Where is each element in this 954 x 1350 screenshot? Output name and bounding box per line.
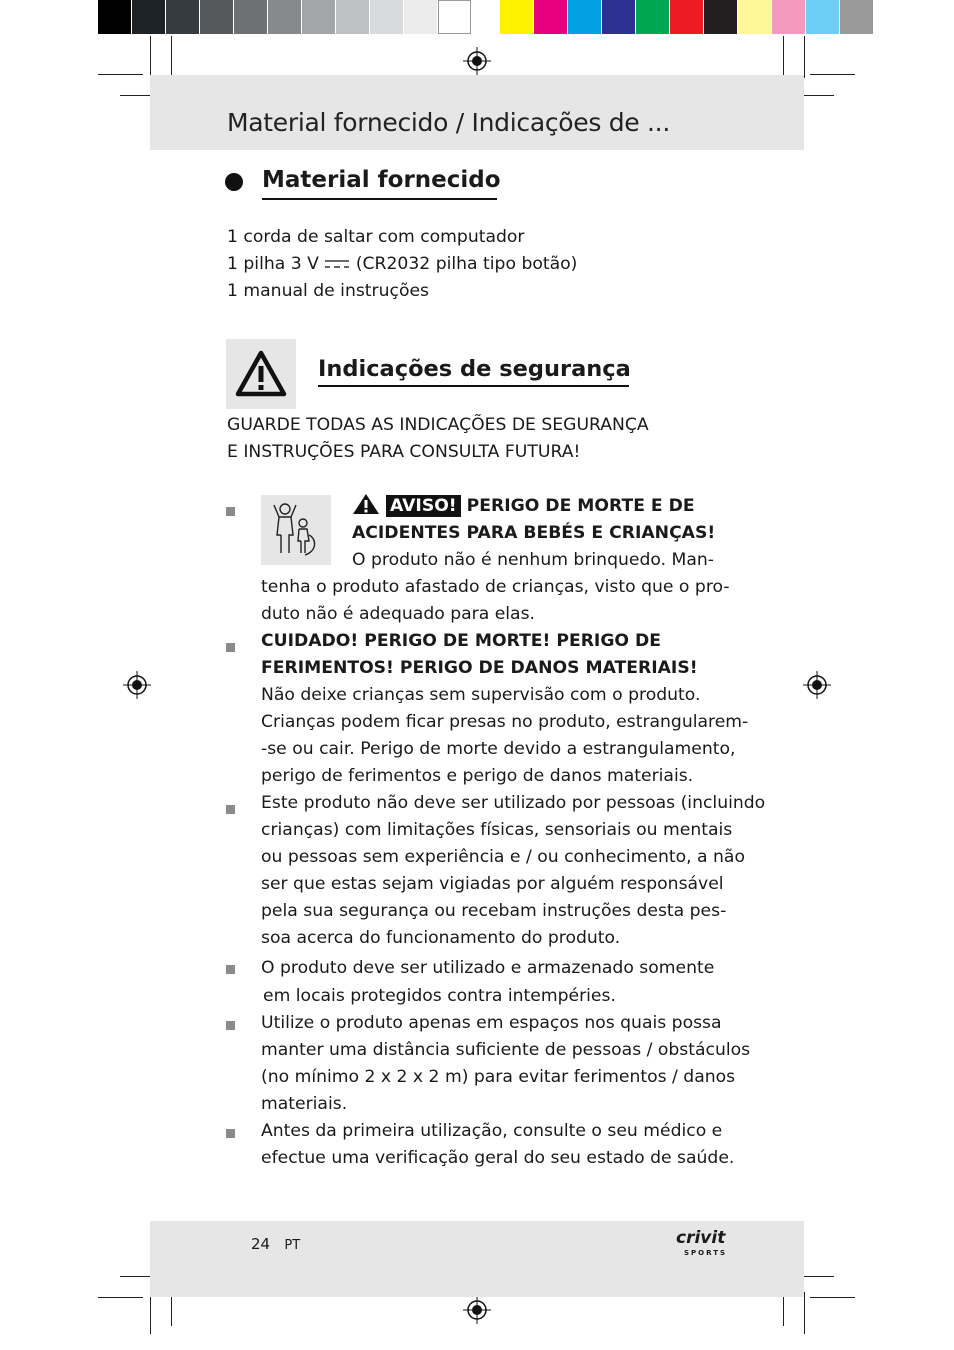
brand-logo: crivit	[676, 1228, 726, 1248]
bullet-line: pela sua segurança ou recebam instruções desta pes-	[261, 901, 727, 921]
bullet-line: Este produto não deve ser utilizado por pessoas (incluindo	[261, 793, 766, 813]
bullet-square-icon	[226, 965, 235, 974]
section-bullet-icon	[225, 173, 243, 191]
warning-heading-text: PERIGO DE MORTE E DE	[466, 496, 695, 516]
color-swatch	[840, 0, 873, 34]
page-number	[251, 1235, 300, 1253]
page-number-value: 24	[251, 1235, 271, 1253]
brand-logo-sub: SPORTS	[684, 1249, 728, 1257]
crop-mark	[810, 1297, 855, 1298]
color-swatch	[438, 0, 471, 34]
bullet-line: (no mínimo 2 x 2 x 2 m) para evitar ferimentos / danos	[261, 1067, 736, 1087]
warning-line: O produto não é nenhum brinquedo. Man-	[352, 550, 714, 570]
color-swatch	[234, 0, 267, 34]
warning-line: duto não é adequado para elas.	[261, 604, 536, 624]
bullet-line: ser que estas sejam vigiadas por alguém responsável	[261, 874, 724, 894]
crop-mark	[150, 36, 151, 78]
warning-triangle-icon	[352, 493, 380, 515]
registration-mark-icon	[803, 671, 831, 699]
registration-mark-icon	[463, 1296, 491, 1324]
warning-heading-text: ACIDENTES PARA BEBÉS E CRIANÇAS!	[352, 523, 716, 543]
bullet-line: efectue uma verificação geral do seu estado de saúde.	[261, 1148, 735, 1168]
safety-intro-line: GUARDE TODAS AS INDICAÇÕES DE SEGURANÇA	[227, 415, 649, 435]
bullet-square-icon	[226, 507, 235, 516]
crop-mark	[98, 74, 143, 75]
color-swatch	[738, 0, 771, 34]
color-swatch	[302, 0, 335, 34]
warning-line: tenha o produto afastado de crianças, visto que o pro-	[261, 577, 730, 597]
section-title-underline	[318, 385, 629, 387]
color-swatch	[98, 0, 131, 34]
bullet-line: Não deixe crianças sem supervisão com o produto.	[261, 685, 701, 705]
registration-mark-icon	[123, 671, 151, 699]
bullet-line: perigo de ferimentos e perigo de danos materiais.	[261, 766, 694, 786]
color-swatch	[534, 0, 567, 34]
section-title-material: Material fornecido	[262, 167, 501, 193]
section-title-safety: Indicações de segurança	[318, 356, 631, 382]
warning-heading	[352, 493, 695, 520]
color-swatch	[568, 0, 601, 34]
color-swatch	[370, 0, 403, 34]
bullet-line: -se ou cair. Perigo de morte devido a estrangulamento,	[261, 739, 736, 759]
bullet-square-icon	[226, 1021, 235, 1030]
color-swatch	[404, 0, 437, 34]
bullet-heading: FERIMENTOS! PERIGO DE DANOS MATERIAIS!	[261, 658, 698, 678]
bullet-line: manter uma distância suficiente de pessoas / obstáculos	[261, 1040, 751, 1060]
bullet-line: materiais.	[261, 1094, 348, 1114]
bullet-line: O produto deve ser utilizado e armazenado somente	[261, 958, 715, 978]
warning-icon-box	[226, 339, 296, 409]
list-item	[227, 251, 577, 278]
bullet-line: Antes da primeira utilização, consulte o seu médico e	[261, 1121, 723, 1141]
crop-mark	[783, 1292, 784, 1326]
crop-mark	[783, 36, 784, 78]
section-title-underline	[262, 198, 497, 200]
list-item: 1 manual de instruções	[227, 281, 429, 301]
bullet-line: em locais protegidos contra intempéries.	[263, 986, 616, 1006]
bullet-line: Utilize o produto apenas em espaços nos quais possa	[261, 1013, 722, 1033]
color-swatch	[200, 0, 233, 34]
color-swatch	[704, 0, 737, 34]
list-item: 1 corda de saltar com computador	[227, 227, 525, 247]
list-item-text: (CR2032 pilha tipo botão)	[355, 254, 578, 274]
bullet-heading: CUIDADO! PERIGO DE MORTE! PERIGO DE	[261, 631, 662, 651]
bullet-line: soa acerca do funcionamento do produto.	[261, 928, 621, 948]
bullet-square-icon	[226, 1129, 235, 1138]
color-swatch	[166, 0, 199, 34]
bullet-square-icon	[226, 805, 235, 814]
color-swatch	[336, 0, 369, 34]
color-swatch	[772, 0, 805, 34]
color-swatch	[500, 0, 533, 34]
child-warning-pictogram	[261, 495, 331, 565]
color-swatch	[132, 0, 165, 34]
dc-current-icon	[324, 258, 350, 270]
color-swatch	[670, 0, 703, 34]
crop-mark	[171, 1292, 172, 1326]
crop-mark	[98, 1297, 143, 1298]
crop-mark	[171, 36, 172, 78]
bullet-line: Crianças podem ficar presas no produto, estrangularem-	[261, 712, 749, 732]
crop-mark	[810, 74, 855, 75]
color-swatch	[636, 0, 669, 34]
language-code: PT	[284, 1238, 301, 1253]
color-swatch	[806, 0, 839, 34]
list-item-text: 1 pilha 3 V	[227, 254, 319, 274]
color-swatch	[602, 0, 635, 34]
safety-intro-line: E INSTRUÇÕES PARA CONSULTA FUTURA!	[227, 442, 581, 462]
bullet-square-icon	[226, 643, 235, 652]
page-title: Material fornecido / Indicações de ...	[227, 108, 670, 137]
warning-triangle-icon	[226, 339, 296, 409]
aviso-badge: AVISO!	[386, 495, 461, 517]
bullet-line: ou pessoas sem experiência e / ou conhecimento, a não	[261, 847, 745, 867]
crop-mark	[804, 1292, 805, 1334]
crop-mark	[150, 1292, 151, 1334]
child-hazard-icon	[261, 495, 331, 565]
bullet-line: crianças) com limitações físicas, sensoriais ou mentais	[261, 820, 733, 840]
registration-mark-icon	[463, 47, 491, 75]
crop-mark	[804, 36, 805, 78]
color-swatch	[268, 0, 301, 34]
